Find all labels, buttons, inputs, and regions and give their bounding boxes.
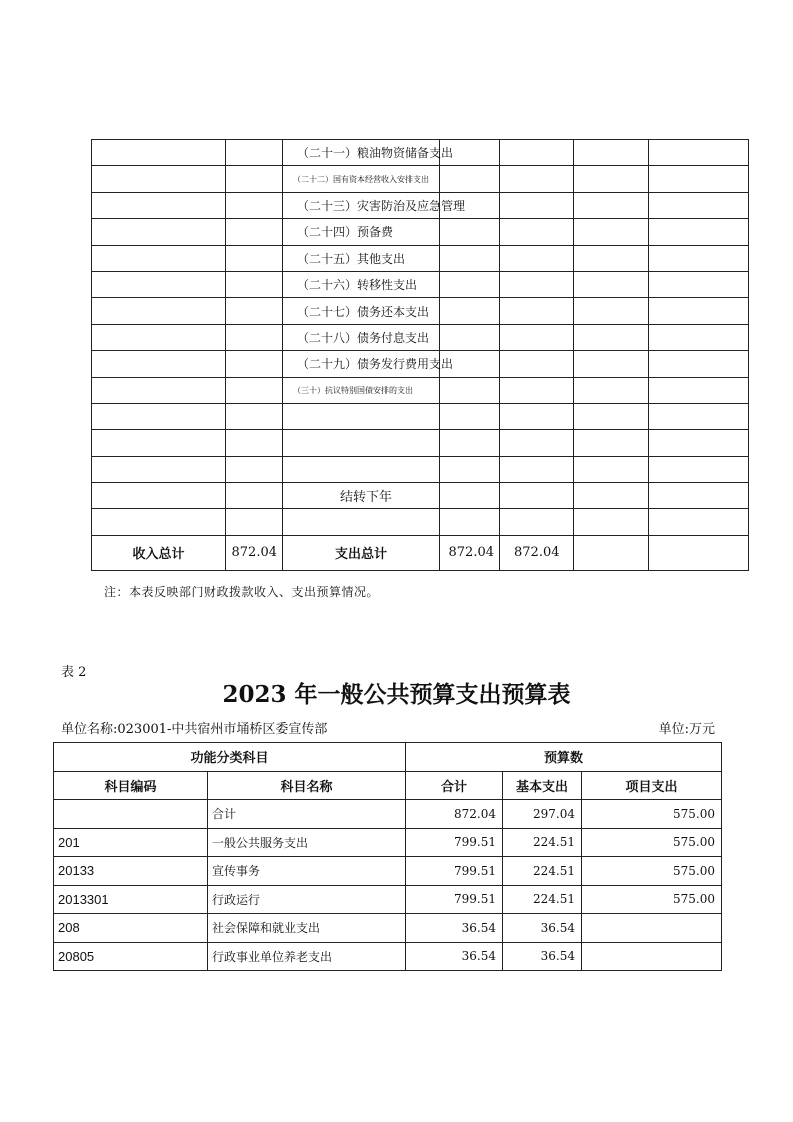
table-row (54, 828, 722, 857)
table-row (54, 942, 722, 971)
income-total-value: 872.04 (226, 535, 283, 570)
row-basic: 36.54 (503, 942, 582, 971)
table-row (54, 885, 722, 914)
expense-item: （二十九）债务发行费用支出 (283, 351, 440, 377)
header-code: 科目编码 (54, 771, 208, 800)
row-code: 20133 (54, 857, 208, 886)
table-row (92, 324, 749, 350)
row-name: 一般公共服务支出 (208, 828, 406, 857)
row-code: 208 (54, 914, 208, 943)
table-row (92, 271, 749, 297)
expense-total-value-2: 872.04 (500, 535, 574, 570)
row-code: 20805 (54, 942, 208, 971)
row-name: 社会保障和就业支出 (208, 914, 406, 943)
expense-item: （二十七）债务还本支出 (283, 298, 440, 324)
row-basic: 297.04 (503, 800, 582, 829)
table-note: 注：本表反映部门财政拨款收入、支出预算情况。 (104, 585, 380, 599)
table-row (92, 245, 749, 271)
row-project: 575.00 (582, 857, 722, 886)
header-basic: 基本支出 (503, 771, 582, 800)
table-row (92, 483, 749, 509)
table-row (92, 219, 749, 245)
table-row (92, 377, 749, 403)
table-row (92, 166, 749, 192)
row-name: 行政事业单位养老支出 (208, 942, 406, 971)
expense-item: （二十六）转移性支出 (283, 271, 440, 297)
table-row (92, 403, 749, 429)
row-total: 36.54 (406, 914, 503, 943)
expense-item: （二十三）灾害防治及应急管理 (283, 192, 440, 218)
row-basic: 36.54 (503, 914, 582, 943)
row-total: 799.51 (406, 885, 503, 914)
header-function-category: 功能分类科目 (54, 743, 406, 772)
row-name: 宣传事务 (208, 857, 406, 886)
table-row (92, 456, 749, 482)
expense-item: （二十二）国有资本经营收入安排支出 (283, 166, 440, 192)
table-row (54, 857, 722, 886)
table-number: 表 2 (61, 665, 87, 680)
expense-total-label: 支出总计 (283, 535, 440, 570)
expense-item: （二十四）预备费 (283, 219, 440, 245)
row-project: 575.00 (582, 828, 722, 857)
header-budget: 预算数 (406, 743, 722, 772)
income-total-label: 收入总计 (92, 535, 226, 570)
budget-expense-table (53, 742, 722, 971)
row-total: 872.04 (406, 800, 503, 829)
table-row (54, 914, 722, 943)
row-basic: 224.51 (503, 857, 582, 886)
header-row (54, 771, 722, 800)
expense-item: （二十八）债务付息支出 (283, 324, 440, 350)
row-code (54, 800, 208, 829)
unit-name-label: 单位名称:023001-中共宿州市埇桥区委宣传部 (61, 722, 328, 737)
total-row (92, 535, 749, 570)
table-row (92, 298, 749, 324)
table-row (92, 140, 749, 166)
row-basic: 224.51 (503, 828, 582, 857)
row-name: 行政运行 (208, 885, 406, 914)
row-project: 575.00 (582, 885, 722, 914)
row-project (582, 942, 722, 971)
header-project: 项目支出 (582, 771, 722, 800)
row-project (582, 914, 722, 943)
income-expense-table (91, 139, 749, 571)
row-total: 799.51 (406, 828, 503, 857)
page-title: 2023 年一般公共预算支出预算表 (222, 681, 571, 708)
expense-item: （二十五）其他支出 (283, 245, 440, 271)
row-project: 575.00 (582, 800, 722, 829)
row-total: 36.54 (406, 942, 503, 971)
table-row (92, 509, 749, 535)
row-total: 799.51 (406, 857, 503, 886)
header-row (54, 743, 722, 772)
expense-total-value: 872.04 (440, 535, 500, 570)
unit-label: 单位:万元 (658, 722, 715, 737)
table-row (92, 192, 749, 218)
table-row (92, 430, 749, 456)
header-total: 合计 (406, 771, 503, 800)
row-name: 合计 (208, 800, 406, 829)
expense-item: （三十）抗议特别国债安排的支出 (283, 377, 440, 403)
expense-item: （二十一）粮油物资储备支出 (283, 140, 440, 166)
row-basic: 224.51 (503, 885, 582, 914)
header-name: 科目名称 (208, 771, 406, 800)
table-row (54, 800, 722, 829)
table-row (92, 351, 749, 377)
carry-over-label: 结转下年 (283, 483, 440, 509)
row-code: 201 (54, 828, 208, 857)
row-code: 2013301 (54, 885, 208, 914)
